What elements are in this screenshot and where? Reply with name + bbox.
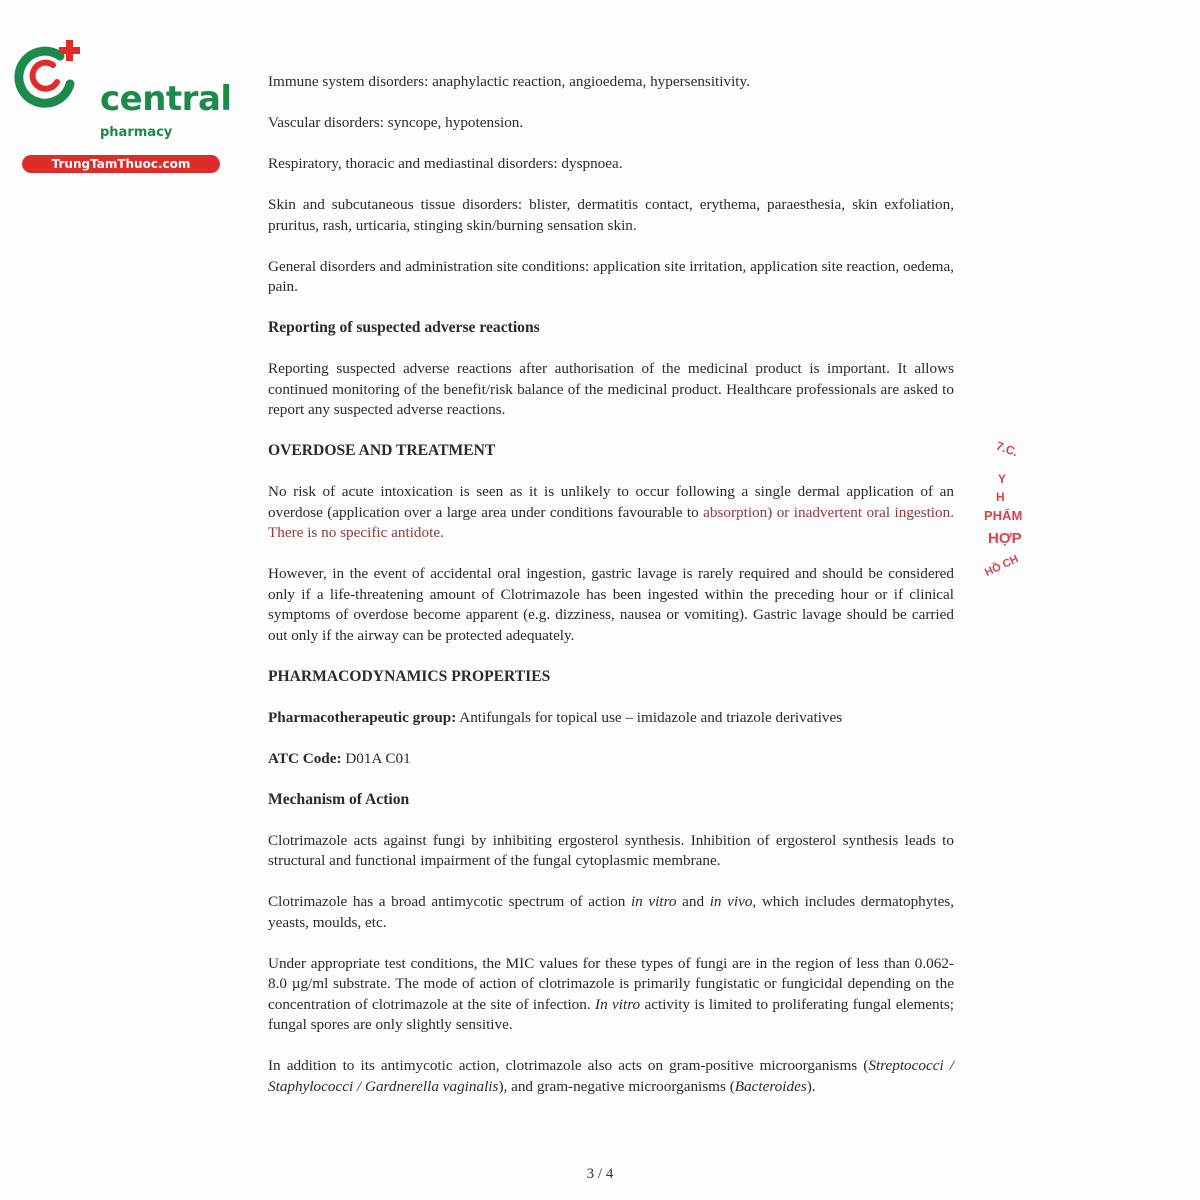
overdose-heading: OVERDOSE AND TREATMENT	[268, 442, 496, 459]
addition-a: In addition to its antimycotic action, clotrimazole also acts on gram-positive microorganisms (	[268, 1057, 869, 1074]
reporting-paragraph: Reporting suspected adverse reactions after authorisation of the medicinal product is important. It allows continued monitoring of the benefit/risk balance of the medicinal product. Healthcare professionals are asked to report any suspected adverse reactions.	[268, 360, 954, 418]
overdose-text-a: No risk of acute intoxication is seen as it is unlikely to occur following a single dermal application of an overdose (application over a large area under conditions favourable to	[268, 483, 954, 521]
overdose-text-b: absorption) or inadvertent oral ingestion. There is no specific antidote.	[268, 503, 954, 541]
logo-url-badge: TrungTamThuoc.com	[22, 155, 220, 173]
mic-italic: In vitro	[595, 995, 641, 1013]
mechanism-paragraph-1: Clotrimazole acts against fungi by inhibiting ergosterol synthesis. Inhibition of ergosterol synthesis leads to structural and functional impairment of the fungal cytoplasmic membrane.	[268, 831, 954, 869]
stamp-fragment: PHẨM	[984, 508, 1023, 523]
addition-c: ).	[806, 1077, 816, 1095]
mech2-b: and	[676, 893, 710, 910]
mic-a: Under appropriate test conditions, the MIC values for these types of fungi are in the region of less than 0.062-8.0 µg/ml substrate. The mode of action of clotrimazole is primarily fungistatic or fungicidal depending on the concentration of clotrimazole at the site of infection.	[268, 954, 954, 1013]
atc-label: ATC Code:	[268, 749, 342, 767]
central-pharmacy-logo	[10, 38, 232, 171]
mechanism-paragraph-2	[268, 892, 954, 933]
stamp-fragment: Y	[998, 472, 1007, 486]
overdose-paragraph-2: However, in the event of accidental oral ingestion, gastric lavage is rarely required and should be considered only if a life-threatening amount of Clotrimazole has been ingested within the preceding hour or if clinical symptoms of overdose become apparent (e.g. dizziness, nausea or vomiting). Gastric lavage should be carried out only if the airway can be protected adequately.	[268, 565, 954, 644]
mech2-italic-1: in vitro	[630, 893, 677, 910]
group-label: Pharmacotherapeutic group:	[268, 708, 457, 726]
mic-b: activity is limited to proliferating fungal elements; fungal spores are only slightly sensitive.	[268, 995, 954, 1033]
document-body	[268, 72, 954, 1118]
company-stamp	[980, 438, 1030, 594]
mech2-italic-2: in vivo	[709, 893, 753, 910]
skin-disorders-paragraph: Skin and subcutaneous tissue disorders: blister, dermatitis contact, erythema, paraesthesia, skin exfoliation, pruritus, rash, urticaria, stinging skin/burning sensation skin.	[268, 196, 954, 234]
stamp-fragment: H	[996, 490, 1005, 504]
pharmacotherapeutic-group	[268, 708, 954, 729]
pharmacy-logo-icon	[10, 38, 82, 110]
mech2-c: , which includes dermatophytes, yeasts, moulds, etc.	[268, 893, 955, 931]
immune-disorders-paragraph: Immune system disorders: anaphylactic reaction, angioedema, hypersensitivity.	[268, 73, 750, 90]
stamp-fragment: 7.C.	[994, 438, 1020, 460]
addition-italic-2: Bacteroides	[734, 1077, 807, 1095]
addition-paragraph	[268, 1056, 954, 1097]
stamp-fragment: HỒ CH	[983, 553, 1021, 579]
reporting-heading: Reporting of suspected adverse reactions	[268, 319, 540, 336]
logo-name: central	[100, 79, 232, 119]
vascular-disorders-paragraph: Vascular disorders: syncope, hypotension.	[268, 114, 524, 131]
overdose-paragraph-1	[268, 482, 954, 544]
stamp-fragment: HỢP	[988, 530, 1022, 547]
mic-paragraph	[268, 954, 954, 1036]
page-number: 3 / 4	[586, 1166, 614, 1182]
group-value: Antifungals for topical use – imidazole and triazole derivatives	[456, 708, 843, 726]
addition-italic-1: Streptococci / Staphylococci / Gardnerella vaginalis	[268, 1057, 954, 1095]
mechanism-heading: Mechanism of Action	[268, 790, 410, 808]
atc-code	[268, 749, 954, 770]
atc-value: D01A C01	[341, 749, 411, 767]
mech2-a: Clotrimazole has a broad antimycotic spectrum of action	[268, 893, 631, 910]
logo-subtitle: pharmacy	[100, 125, 173, 140]
pharmacodynamics-heading: PHARMACODYNAMICS PROPERTIES	[268, 667, 551, 685]
respiratory-disorders-paragraph: Respiratory, thoracic and mediastinal disorders: dyspnoea.	[268, 155, 623, 172]
addition-b: ), and gram-negative microorganisms (	[498, 1077, 735, 1095]
general-disorders-paragraph: General disorders and administration site conditions: application site irritation, application site reaction, oedema, pain.	[268, 257, 954, 295]
